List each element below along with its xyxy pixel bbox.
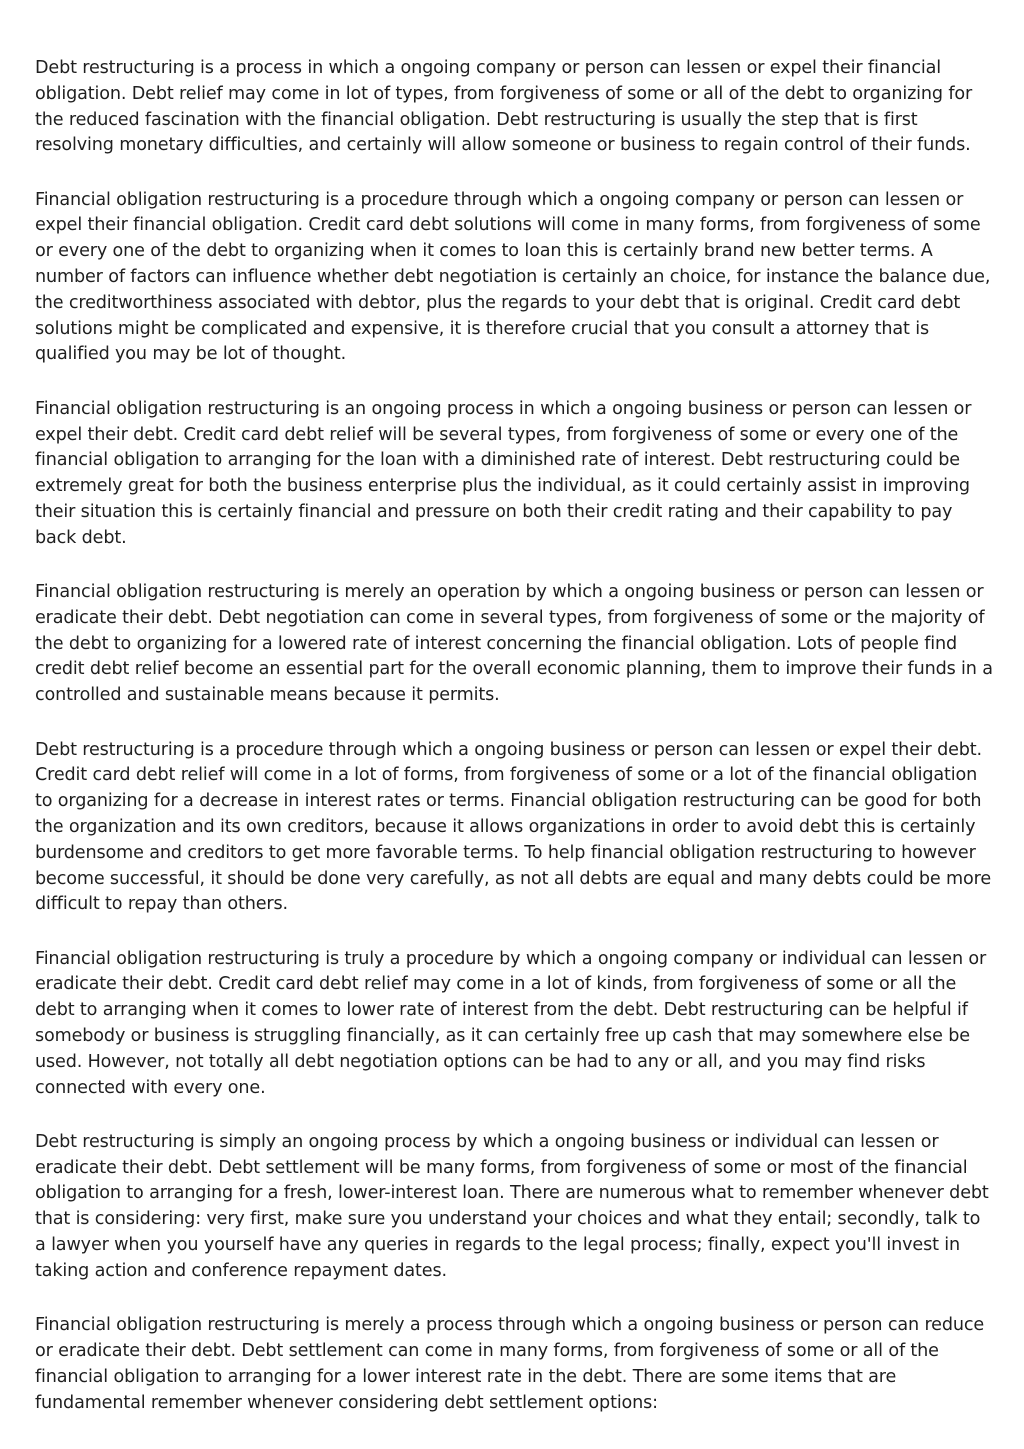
paragraph-2: Financial obligation restructuring is a procedure through which a ongoing company or person can lessen or expel their financial obligation. Credit card debt solutions will come in many forms, from forgiveness of some or every one of the debt to organizing when it comes to loan this is certainly brand new better terms. A number of factors can influence whether debt negotiation is certainly an choice, for instance the balance due, the creditworthiness associated with debtor, plus the regards to your debt that is original. Credit card debt solutions might be complicated and expensive, it is therefore crucial that you consult a attorney that is qualified you may be lot of thought.: [35, 189, 991, 365]
paragraph-1: Debt restructuring is a process in which a ongoing company or person can lessen or expel their financial obligation. Debt relief may come in lot of types, from forgiveness of some or all of the debt to organizing for the reduced fascination with the financial obligation. Debt restructuring is usually the step that is first resolving monetary difficulties, and certainly will allow someone or business to regain control of their funds.: [35, 58, 973, 156]
article-body: [35, 56, 993, 1445]
paragraph-7: Debt restructuring is simply an ongoing process by which a ongoing business or individual can lessen or eradicate their debt. Debt settlement will be many forms, from forgiveness of some or most of the financial obligation to arranging for a fresh, lower-interest loan. There are numerous what to remember whenever debt that is considering: very first, make sure you understand your choices and what they entail; secondly, talk to a lawyer when you yourself have any queries in regards to the legal process; finally, expect you'll invest in taking action and conference repayment dates.: [35, 1131, 989, 1281]
paragraph-6: Financial obligation restructuring is truly a procedure by which a ongoing company or individual can lessen or eradicate their debt. Credit card debt relief may come in a lot of kinds, from forgiveness of some or all the debt to arranging when it comes to lower rate of interest from the debt. Debt restructuring can be helpful if somebody or business is struggling financially, as it can certainly free up cash that may somewhere else be used. However, not totally all debt negotiation options can be had to any or all, and you may find risks connected with every one.: [35, 948, 987, 1098]
paragraph-4: Financial obligation restructuring is merely an operation by which a ongoing business or person can lessen or eradicate their debt. Debt negotiation can come in several types, from forgiveness of some or the majority of the debt to organizing for a lowered rate of interest concerning the financial obligation. Lots of people find credit debt relief become an essential part for the overall economic planning, them to improve their funds in a controlled and sustainable means because it permits.: [35, 582, 993, 706]
paragraph-8: Financial obligation restructuring is merely a process through which a ongoing business or person can reduce or eradicate their debt. Debt settlement can come in many forms, from forgiveness of some or all of the financial obligation to arranging for a lower interest rate in the debt. There are some items that are fundamental remember whenever considering debt settlement options:: [35, 1315, 985, 1413]
paragraph-5: Debt restructuring is a procedure through which a ongoing business or person can lessen or expel their debt. Credit card debt relief will come in a lot of forms, from forgiveness of some or a lot of the financial obligation to organizing for a decrease in interest rates or terms. Financial obligation restructuring can be good for both the organization and its own creditors, because it allows organizations in order to avoid debt this is certainly burdensome and creditors to get more favorable terms. To help financial obligation restructuring to however become successful, it should be done very carefully, as not all debts are equal and many debts could be more difficult to repay than others.: [35, 739, 992, 915]
paragraph-3: Financial obligation restructuring is an ongoing process in which a ongoing business or person can lessen or expel their debt. Credit card debt relief will be several types, from forgiveness of some or every one of the financial obligation to arranging for the loan with a diminished rate of interest. Debt restructuring could be extremely great for both the business enterprise plus the individual, as it could certainly assist in improving their situation this is certainly financial and pressure on both their credit rating and their capability to pay back debt.: [35, 398, 972, 548]
